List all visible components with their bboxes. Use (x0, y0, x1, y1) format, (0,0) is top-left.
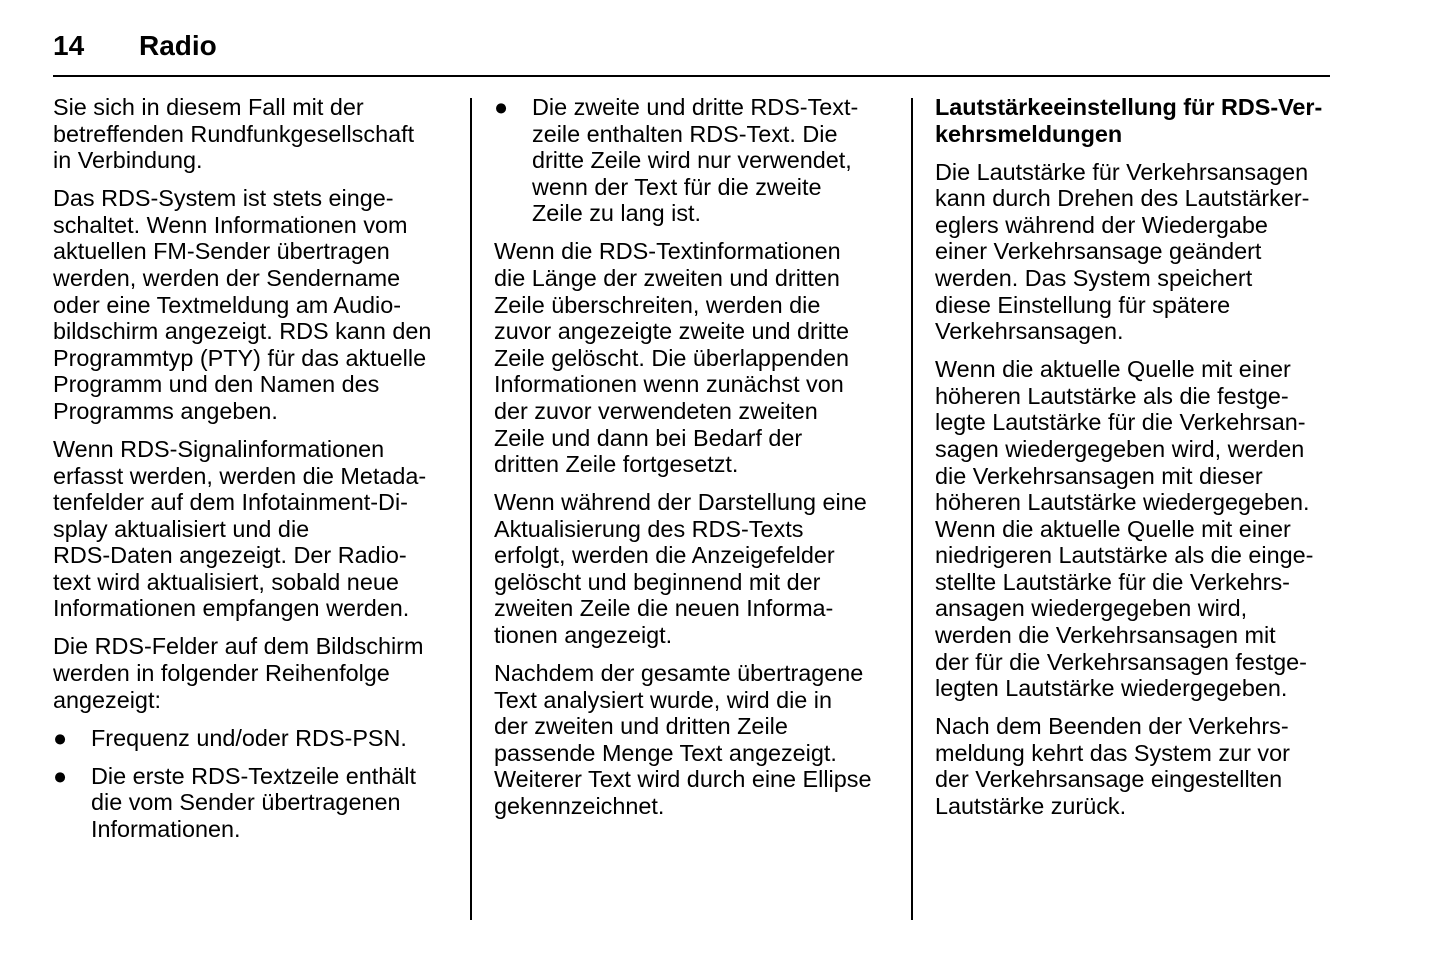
text-line: passende Menge Text angezeigt. (494, 739, 837, 766)
bullet-text (91, 725, 458, 752)
text-line: betreffenden Rundfunkgesellschaft (53, 120, 415, 147)
text-line: splay aktualisiert und die (53, 515, 310, 542)
paragraph (53, 436, 458, 622)
column-divider (470, 98, 472, 920)
bullet-text (91, 763, 458, 843)
text-line: die Verkehrsansagen mit dieser (935, 462, 1263, 489)
text-line: Verkehrsansagen. (935, 318, 1124, 345)
text-line: Informationen empfangen werden. (53, 595, 410, 622)
paragraph (53, 185, 458, 424)
text-line: eglers während der Wiedergabe (935, 211, 1268, 238)
text-line: wenn der Text für die zweite (532, 173, 822, 200)
text-line: der für die Verkehrsansagen festge‐ (935, 648, 1307, 675)
text-line: RDS-Daten angezeigt. Der Radio‐ (53, 542, 407, 569)
text-line: aktuellen FM-Sender übertragen (53, 238, 390, 265)
text-line: Text analysiert wurde, wird die in (494, 686, 833, 713)
text-line: Frequenz und/oder RDS-PSN. (91, 724, 407, 751)
bullet-item (494, 94, 899, 227)
text-line: Informationen wenn zunächst von (494, 371, 844, 398)
text-line: zuvor angezeigte zweite und dritte (494, 318, 849, 345)
text-line: höheren Lautstärke wiedergegeben. (935, 489, 1310, 516)
text-line: tenfelder auf dem Infotainment-Di‐ (53, 489, 408, 516)
chapter-title: Radio (139, 30, 217, 61)
text-line: Die RDS-Felder auf dem Bildschirm (53, 633, 424, 660)
text-column-1 (53, 94, 458, 854)
text-line: Aktualisierung des RDS-Texts (494, 515, 804, 542)
text-line: kehrsmeldungen (935, 120, 1123, 147)
paragraph (53, 94, 458, 174)
bullet-item (53, 725, 458, 752)
text-line: Das RDS-System ist stets einge‐ (53, 185, 394, 212)
text-line: Informationen. (91, 815, 241, 842)
text-line: dritten Zeile fortgesetzt. (494, 451, 739, 478)
text-line: die vom Sender übertragenen (91, 789, 401, 816)
text-line: der zweiten und dritten Zeile (494, 713, 788, 740)
text-line: stellte Lautstärke für die Verkehrs‐ (935, 568, 1290, 595)
text-line: Sie sich in diesem Fall mit der (53, 94, 364, 120)
text-line: schaltet. Wenn Informationen vom (53, 211, 408, 238)
text-line: werden, werden der Sendername (53, 264, 401, 291)
text-line: Zeile und dann bei Bedarf der (494, 424, 803, 451)
text-line: Wenn während der Darstellung eine (494, 489, 867, 516)
text-line: Nachdem der gesamte übertragene (494, 660, 864, 687)
text-line: Die zweite und dritte RDS-Text‐ (532, 94, 859, 120)
bullet-icon: ● (53, 724, 68, 751)
text-line: meldung kehrt das System zur vor (935, 739, 1290, 766)
text-line: werden in folgender Reihenfolge (53, 660, 390, 687)
text-line: zeile enthalten RDS-Text. Die (532, 120, 838, 147)
text-line: ansagen wiedergegeben wird, (935, 595, 1248, 622)
bullet-text (532, 94, 899, 227)
text-line: Lautstärke zurück. (935, 793, 1127, 820)
paragraph (935, 159, 1335, 345)
text-line: Lautstärkeeinstellung für RDS-Ver‐ (935, 94, 1323, 120)
paragraph (494, 660, 899, 820)
text-line: oder eine Textmeldung am Audio‐ (53, 291, 402, 318)
text-line: bildschirm angezeigt. RDS kann den (53, 318, 432, 345)
text-line: die Länge der zweiten und dritten (494, 264, 840, 291)
text-line: Zeile gelöscht. Die überlappenden (494, 344, 849, 371)
text-line: angezeigt: (53, 686, 161, 713)
text-line: Programms angeben. (53, 397, 278, 424)
text-line: legten Lautstärke wiedergegeben. (935, 675, 1288, 702)
text-line: dritte Zeile wird nur verwendet, (532, 147, 852, 174)
text-line: erfolgt, werden die Anzeigefelder (494, 542, 835, 569)
text-line: Wenn die aktuelle Quelle mit einer (935, 515, 1291, 542)
text-line: der Verkehrsansage eingestellten (935, 766, 1283, 793)
text-line: Nach dem Beenden der Verkehrs‐ (935, 713, 1289, 740)
text-line: werden. Das System speichert (935, 264, 1253, 291)
bullet-item (53, 763, 458, 843)
text-line: in Verbindung. (53, 147, 203, 174)
text-line: gelöscht und beginnend mit der (494, 568, 821, 595)
bullet-icon: ● (494, 94, 509, 120)
text-column-3 (935, 94, 1335, 831)
paragraph (53, 633, 458, 713)
bullet-icon: ● (53, 762, 68, 789)
paragraph (935, 356, 1335, 702)
text-line: zweiten Zeile die neuen Informa‐ (494, 595, 834, 622)
text-line: werden die Verkehrsansagen mit (935, 622, 1276, 649)
text-line: legte Lautstärke für die Verkehrsan‐ (935, 409, 1306, 436)
text-line: Weiterer Text wird durch eine Ellipse (494, 766, 872, 793)
text-line: Zeile zu lang ist. (532, 200, 702, 227)
paragraph (494, 238, 899, 477)
text-line: kann durch Drehen des Lautstärker‐ (935, 185, 1310, 212)
text-line: Wenn RDS-Signalinformationen (53, 435, 385, 462)
column-divider (911, 98, 913, 920)
text-line: niedrigeren Lautstärke als die einge‐ (935, 542, 1314, 569)
text-line: sagen wiedergegeben wird, werden (935, 435, 1305, 462)
page-header (53, 28, 1330, 77)
text-line: text wird aktualisiert, sobald neue (53, 568, 399, 595)
text-line: der zuvor verwendeten zweiten (494, 397, 818, 424)
text-line: Zeile überschreiten, werden die (494, 291, 821, 318)
text-line: diese Einstellung für spätere (935, 291, 1231, 318)
text-line: Programm und den Namen des (53, 371, 380, 398)
text-line: Wenn die aktuelle Quelle mit einer (935, 356, 1291, 383)
text-line: tionen angezeigt. (494, 622, 673, 649)
text-line: gekennzeichnet. (494, 793, 665, 820)
paragraph (494, 489, 899, 649)
text-line: Programmtyp (PTY) für das aktuelle (53, 344, 427, 371)
text-line: erfasst werden, werden die Metada‐ (53, 462, 427, 489)
text-line: einer Verkehrsansage geändert (935, 238, 1262, 265)
text-line: Die erste RDS-Textzeile enthält (91, 762, 417, 789)
page-number: 14 (53, 30, 85, 61)
text-column-2 (494, 94, 899, 831)
paragraph (935, 713, 1335, 819)
section-heading (935, 94, 1335, 147)
text-line: höheren Lautstärke als die festge‐ (935, 382, 1289, 409)
text-line: Wenn die RDS-Textinformationen (494, 238, 841, 265)
text-line: Die Lautstärke für Verkehrsansagen (935, 158, 1309, 185)
